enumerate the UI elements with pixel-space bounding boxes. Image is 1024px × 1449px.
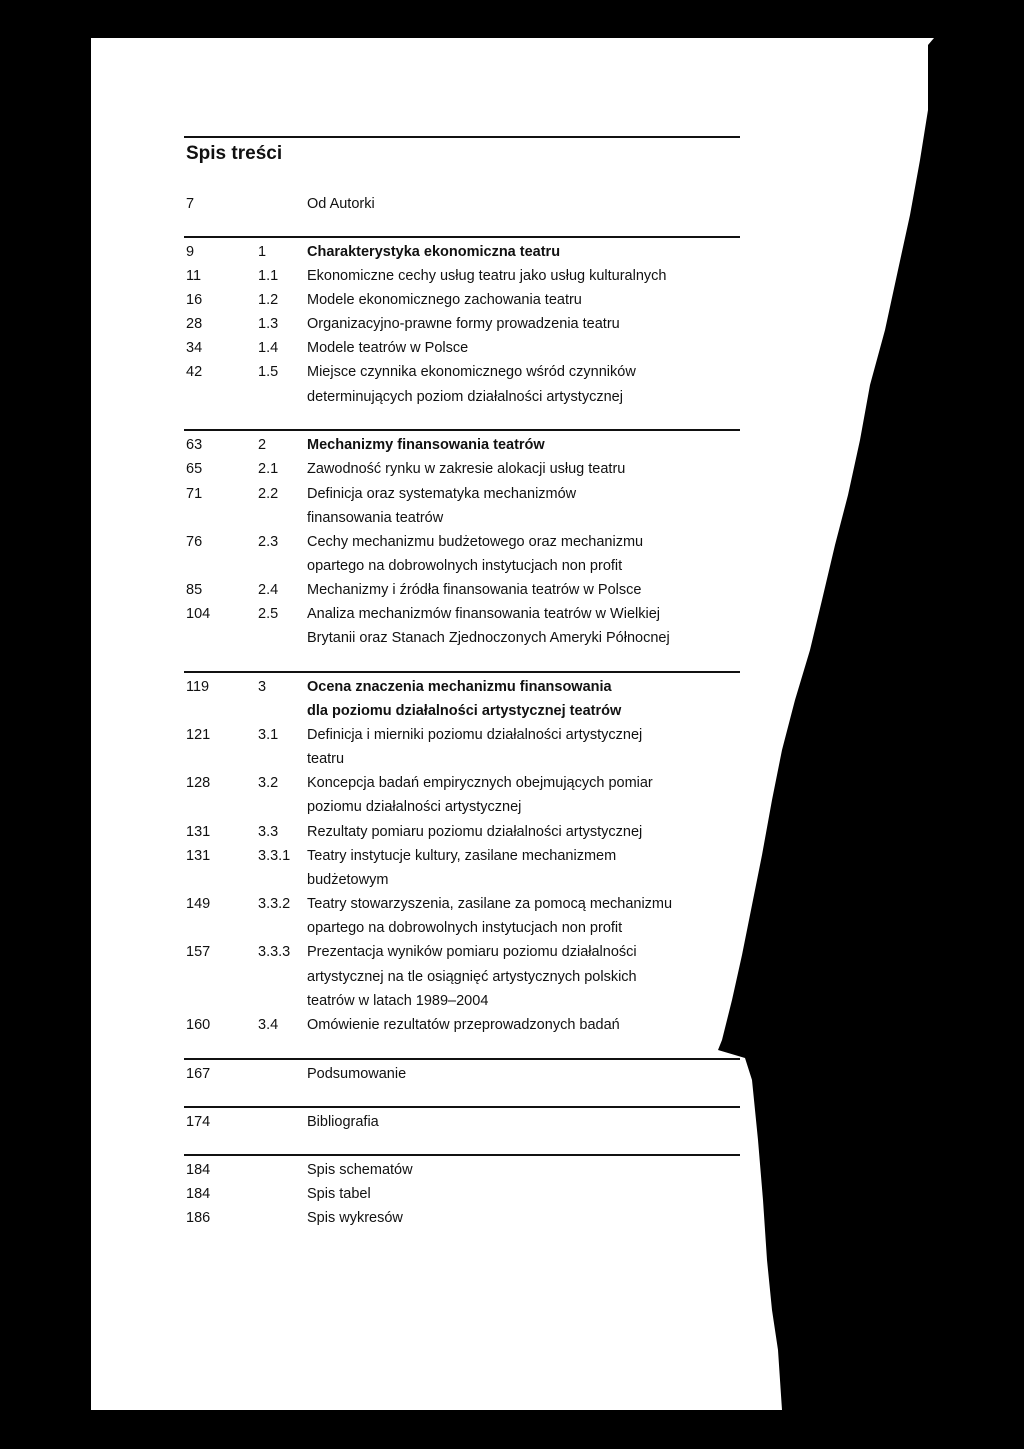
toc-section-number: 1.1 [258,268,279,284]
toc-entry-title: Zawodność rynku w zakresie alokacji usług teatru [307,461,626,477]
toc-entry-title: Mechanizmy finansowania teatrów [307,437,545,453]
toc-section-number: 3.3.3 [258,944,291,960]
toc-page-number: 104 [186,606,211,622]
toc-entry-title: Koncepcja badań empirycznych obejmujących pomiar [307,775,653,791]
toc-entry-title: Ocena znaczenia mechanizmu finansowania [307,679,612,695]
toc-entry-title: Teatry instytucje kultury, zasilane mechanizmem [307,848,617,864]
toc-page-number: 174 [186,1114,211,1130]
toc-page-number: 121 [186,727,211,743]
toc-page-number: 9 [186,244,195,260]
toc-section-number: 2 [258,437,267,453]
toc-entry-title: opartego na dobrowolnych instytucjach non profit [307,920,623,936]
toc-entry-title: opartego na dobrowolnych instytucjach non profit [307,558,623,574]
toc-section-number: 3.4 [258,1017,279,1033]
toc-entry-title: Spis tabel [307,1186,371,1202]
toc-entry-title: Modele teatrów w Polsce [307,340,469,356]
toc-entry-title: artystycznej na tle osiągnięć artystycznych polskich [307,969,637,985]
toc-section-number: 2.1 [258,461,279,477]
toc-page-number: 128 [186,775,211,791]
toc-page-number: 16 [186,292,203,308]
toc-page-number: 149 [186,896,211,912]
toc-entry-title: Ekonomiczne cechy usług teatru jako usług kulturalnych [307,268,667,284]
toc-entry-title: Prezentacja wyników pomiaru poziomu działalności [307,944,637,960]
toc-entry-title: teatru [307,751,345,767]
toc-page-number: 184 [186,1162,211,1178]
section-rule [184,236,740,238]
toc-section-number: 1.4 [258,340,279,356]
toc-entry-title: Mechanizmy i źródła finansowania teatrów w Polsce [307,582,642,598]
toc-section-number: 1 [258,244,267,260]
toc-page-number: 131 [186,848,211,864]
toc-entry-title: determinujących poziom działalności artystycznej [307,389,623,405]
toc-entry-title: Teatry stowarzyszenia, zasilane za pomocą mechanizmu [307,896,673,912]
toc-section-number: 3.1 [258,727,279,743]
toc-page-number: 28 [186,316,203,332]
toc-page-number: 34 [186,340,203,356]
toc-section-number: 2.2 [258,486,279,502]
toc-entry-title: dla poziomu działalności artystycznej teatrów [307,703,622,719]
toc-entry-title: Definicja i mierniki poziomu działalności artystycznej [307,727,643,743]
toc-section-number: 2.3 [258,534,279,550]
toc-page-number: 186 [186,1210,211,1226]
toc-section-number: 2.4 [258,582,279,598]
toc-page-number: 65 [186,461,203,477]
toc-page-number: 131 [186,824,211,840]
toc-section-number: 3.3.2 [258,896,291,912]
toc-section-number: 3 [258,679,267,695]
toc-section-number: 3.3.1 [258,848,291,864]
toc-page-number: 119 [186,679,210,695]
section-rule [184,1154,740,1156]
toc-entry-title: Podsumowanie [307,1066,407,1082]
toc-entry-title: budżetowym [307,872,389,888]
toc-title: Spis treści [186,143,283,164]
toc-entry-title: finansowania teatrów [307,510,444,526]
toc-entry-title: Organizacyjno-prawne formy prowadzenia teatru [307,316,620,332]
toc-entry-title: Spis schematów [307,1162,413,1178]
toc-page-number: 7 [186,196,195,212]
toc-section-number: 1.2 [258,292,279,308]
toc-entry-title: Omówienie rezultatów przeprowadzonych badań [307,1017,620,1033]
toc-section-number: 2.5 [258,606,279,622]
toc-entry-title: Miejsce czynnika ekonomicznego wśród czynników [307,364,636,380]
toc-entry-title: Analiza mechanizmów finansowania teatrów w Wielkiej [307,606,660,622]
toc-entry-title: Od Autorki [307,196,375,212]
toc-entry-title: Brytanii oraz Stanach Zjednoczonych Ameryki Północnej [307,630,670,646]
toc-entry-title: Definicja oraz systematyka mechanizmów [307,486,577,502]
toc-section-number: 3.3 [258,824,279,840]
section-rule [184,671,740,673]
section-rule [184,1058,740,1060]
toc-entry-title: teatrów w latach 1989–2004 [307,993,489,1009]
toc-section-number: 1.5 [258,364,279,380]
toc-page-number: 167 [186,1066,211,1082]
toc-page-number: 11 [186,268,202,284]
toc-page-number: 42 [186,364,203,380]
toc-page-number: 157 [186,944,211,960]
toc-page-number: 85 [186,582,203,598]
toc-page-number: 76 [186,534,203,550]
toc-entry-title: Cechy mechanizmu budżetowego oraz mechanizmu [307,534,644,550]
toc-entry-title: Bibliografia [307,1114,379,1130]
toc-page-number: 160 [186,1017,211,1033]
section-rule [184,1106,740,1108]
section-rule [184,429,740,431]
toc-entry-title: Charakterystyka ekonomiczna teatru [307,244,561,260]
toc-page-number: 63 [186,437,203,453]
toc-page-number: 71 [186,486,203,502]
toc-entry-title: poziomu działalności artystycznej [307,799,522,815]
toc-section-number: 3.2 [258,775,279,791]
top-rule [184,136,740,138]
toc-entry-title: Rezultaty pomiaru poziomu działalności artystycznej [307,824,643,840]
toc-entry-title: Spis wykresów [307,1210,403,1226]
toc-section-number: 1.3 [258,316,279,332]
toc-page-number: 184 [186,1186,211,1202]
toc-entry-title: Modele ekonomicznego zachowania teatru [307,292,582,308]
